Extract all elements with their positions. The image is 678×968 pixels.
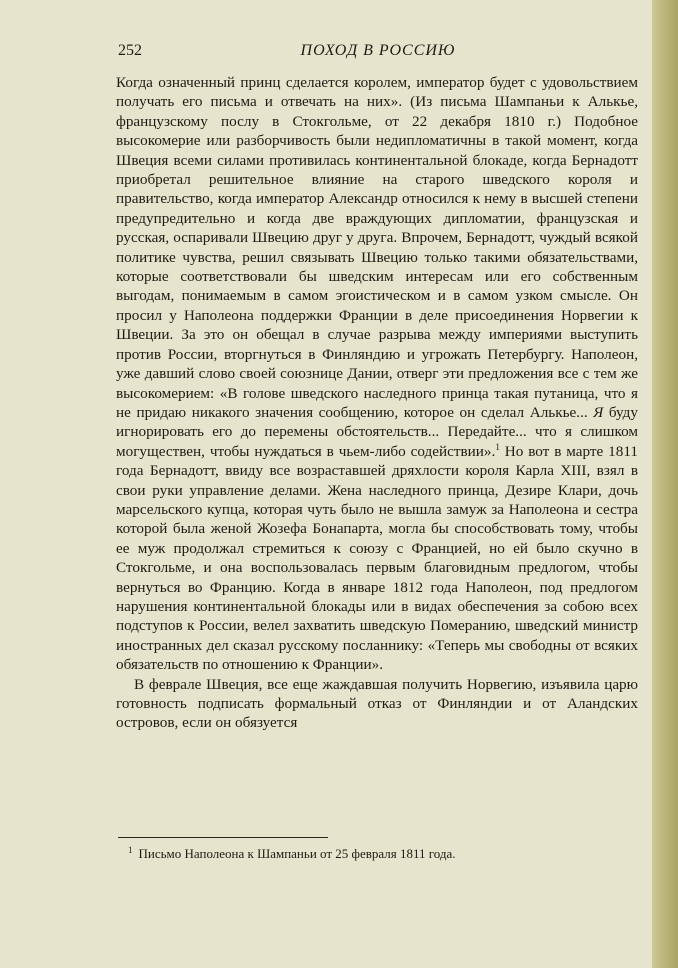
italic-word: Я xyxy=(593,403,604,421)
running-title: ПОХОД В РОССИЮ xyxy=(300,42,456,59)
footnote-text: Письмо Наполеона к Шампаньи от 25 февраля 1811 года. xyxy=(138,846,456,861)
paragraph-2: В феврале Швеция, все еще жаждавшая получить Норвегию, изъявила царю готовность подписать формальный отказ от Финляндии и от Аландских островов, если он обязуется xyxy=(116,675,638,732)
paragraph-1-part-b: буду игнорировать его до перемены обстоятельств... Передайте... что я слишком могуществен, чтобы нуждаться в чьем-либо содействии». xyxy=(116,403,638,460)
page-edge xyxy=(652,0,678,968)
main-text xyxy=(116,73,638,733)
page-number: 252 xyxy=(118,42,142,59)
footnote-mark: 1 xyxy=(128,844,133,855)
footnote-divider xyxy=(118,837,328,838)
paragraph-1 xyxy=(116,73,638,675)
footnote-reference: 1 xyxy=(495,441,500,452)
page-header xyxy=(118,40,638,62)
footnote xyxy=(128,845,628,862)
paragraph-1-part-a: Когда означенный принц сделается королем, император будет с удовольствием получать его письма и отвечать на них». (Из письма Шампаньи к Алькье, французскому послу в Стокгольме, от 22 декабря 1810 г.) Подобное высокомерие или разборчивость были недипломатичны в такой момент, когда Швеция всеми силами противилась континентальной блокаде, когда Бернадотт приобретал решительное влияние на старого шведского короля и правительство, когда император Александр относился к нему в высшей степени предупредительно и когда две враждующих дипломатии, французская и русская, оспаривали Швецию друг у друга. Впрочем, Бернадотт, чуждый всякой политике чувства, решил связывать Швецию только такими обязательствами, которые соответствовали бы шведским интересам или его собственным выгодам, понимаемым в самом эгоистическом и в самом узком смысле. Он просил у Наполеона поддержки Франции в деле присоединения Норвегии к Швеции. За это он обещал в случае разрыва между империями выступить против России, вторгнуться в Финляндию и угрожать Петербургу. Наполеон, уже давший слово своей союзнице Дании, отверг эти предложения все с тем же высокомерием: «В голове шведского наследного принца такая путаница, что я не придаю никакого значения сообщению, которое он сделал Алькье... xyxy=(116,74,638,421)
paragraph-1-part-c: Но вот в марте 1811 года Бернадотт, ввиду все возраставшей дряхлости короля Карла XIII, взял в свои руки управление делами. Жена наследного принца, Дезире Клари, дочь марсельского купца, которая чуть было не вышла замуж за Наполеона и сестра которой была женой Жозефа Бонапарта, могла бы способствовать тому, чтобы ее муж продолжал стремиться к союзу с Францией, но ей было скучно в Стокгольме, и она воспользовалась первым благовидным предлогом, чтобы вернуться во Францию. Когда в январе 1812 года Наполеон, под предлогом нарушения континентальной блокады или в видах обеспечения за собою всех подступов к России, велел захватить шведскую Померанию, шведский министр иностранных дел сказал русскому посланнику: «Теперь мы свободны от всяких обязательств по отношению к Франции». xyxy=(116,442,638,674)
